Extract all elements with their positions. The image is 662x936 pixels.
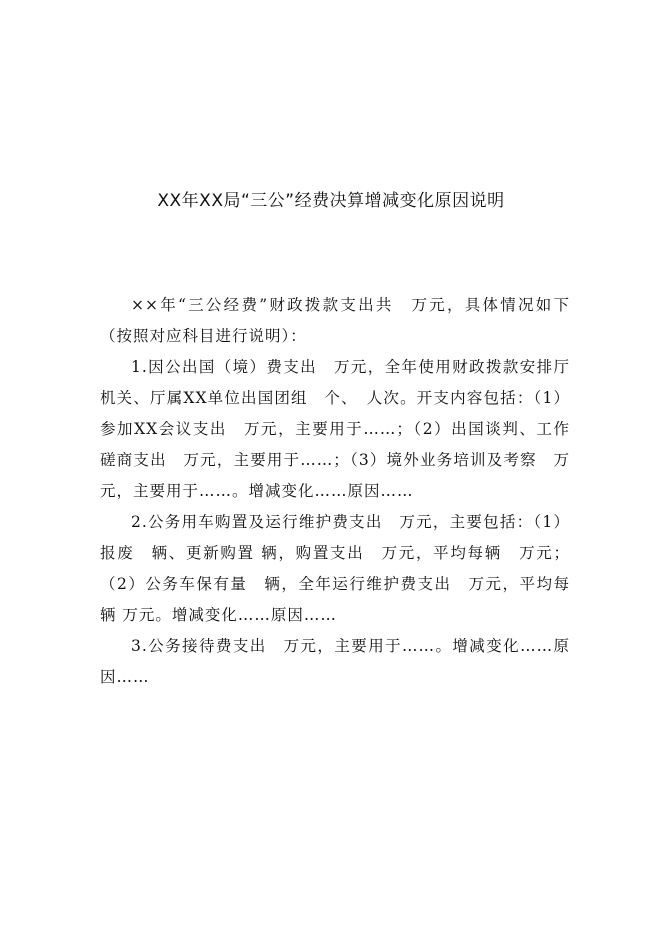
overseas-travel-paragraph: 1.因公出国（境）费支出 万元，全年使用财政拨款安排厅机关、厅属XX单位出国团组 个、 人次。开支内容包括：（1）参加XX会议支出 万元，主要用于……；（2）出国谈判、工作磋商支出 万元，主要用于……；（3）境外业务培训及考察 万元，主要用于……。增减变化……原因…… xyxy=(100,358,570,500)
intro-paragraph: ××年“三公经费”财政拨款支出共 万元，具体情况如下（按照对应科目进行说明）： xyxy=(100,296,570,345)
document-title: XX年XX局“三公”经费决算增减变化原因说明 xyxy=(157,191,505,211)
official-vehicle-paragraph: 2.公务用车购置及运行维护费支出 万元，主要包括：（1）报废 辆、更新购置 辆，购置支出 万元，平均每辆 万元；（2）公务车保有量 辆，全年运行维护费支出 万元，平均每辆 万元。增减变化……原因…… xyxy=(100,513,570,624)
reception-paragraph: 3.公务接待费支出 万元，主要用于……。增减变化……原因…… xyxy=(100,637,570,686)
document-body xyxy=(100,290,570,693)
